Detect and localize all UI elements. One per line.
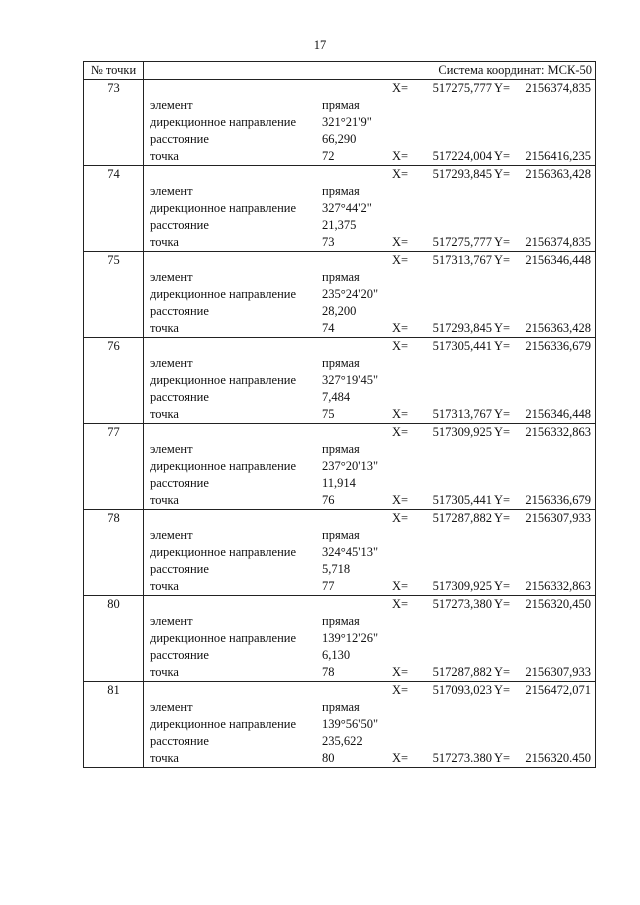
element-value: прямая: [322, 700, 360, 714]
y-label: Y=: [494, 321, 511, 335]
x-value: 517293,845: [432, 167, 492, 181]
x-value: 517273,380: [432, 597, 492, 611]
point-y-value: 2156374,835: [525, 235, 591, 249]
point-x-value: 517313,767: [432, 407, 492, 421]
x-label: X=: [392, 597, 409, 611]
distance-label: расстояние: [150, 562, 209, 576]
x-value: 517287,882: [432, 511, 492, 525]
point-ref-value: 76: [322, 493, 335, 507]
x-label: X=: [392, 665, 409, 679]
point-y-value: 2156363,428: [525, 321, 591, 335]
direction-value: 327°19'45": [322, 373, 379, 387]
y-value: 2156320,450: [525, 597, 591, 611]
point-block: [84, 510, 596, 596]
point-block: [84, 682, 596, 768]
point-label: точка: [150, 579, 179, 593]
y-label: Y=: [494, 167, 511, 181]
point-block: [84, 596, 596, 682]
element-label: элемент: [150, 614, 193, 628]
point-details: [144, 252, 596, 338]
distance-value: 235,622: [322, 734, 363, 748]
direction-label: дирекционное направление: [150, 717, 297, 731]
point-y-value: 2156346,448: [525, 407, 591, 421]
y-label: Y=: [494, 493, 511, 507]
direction-value: 321°21'9": [322, 115, 372, 129]
element-value: прямая: [322, 442, 360, 456]
direction-value: 324°45'13": [322, 545, 379, 559]
point-ref-value: 78: [322, 665, 335, 679]
point-block: [84, 166, 596, 252]
element-label: элемент: [150, 700, 193, 714]
distance-label: расстояние: [150, 390, 209, 404]
point-x-value: 517275,777: [432, 235, 492, 249]
direction-value: 237°20'13": [322, 459, 379, 473]
x-label: X=: [392, 81, 409, 95]
x-value: 517309,925: [432, 425, 492, 439]
point-number: 76: [84, 338, 144, 424]
point-y-value: 2156332,863: [525, 579, 591, 593]
x-label: X=: [392, 235, 409, 249]
point-x-value: 517305,441: [432, 493, 492, 507]
point-block: [84, 338, 596, 424]
point-number: 78: [84, 510, 144, 596]
x-value: 517313,767: [432, 253, 492, 267]
element-value: прямая: [322, 614, 360, 628]
point-details: [144, 510, 596, 596]
point-label: точка: [150, 493, 179, 507]
y-value: 2156374,835: [525, 81, 591, 95]
direction-label: дирекционное направление: [150, 287, 297, 301]
direction-label: дирекционное направление: [150, 373, 297, 387]
point-ref-value: 75: [322, 407, 335, 421]
x-label: X=: [392, 493, 409, 507]
element-label: элемент: [150, 442, 193, 456]
point-label: точка: [150, 149, 179, 163]
x-label: X=: [392, 579, 409, 593]
x-label: X=: [392, 407, 409, 421]
point-details: [144, 596, 596, 682]
element-label: элемент: [150, 98, 193, 112]
x-label: X=: [392, 511, 409, 525]
point-number: 73: [84, 80, 144, 166]
point-y-value: 2156307,933: [525, 665, 591, 679]
direction-label: дирекционное направление: [150, 545, 297, 559]
x-label: X=: [392, 167, 409, 181]
distance-label: расстояние: [150, 218, 209, 232]
y-label: Y=: [494, 665, 511, 679]
point-ref-value: 73: [322, 235, 335, 249]
direction-label: дирекционное направление: [150, 201, 297, 215]
y-label: Y=: [494, 235, 511, 249]
distance-value: 66,290: [322, 132, 357, 146]
distance-value: 28,200: [322, 304, 357, 318]
y-label: Y=: [494, 425, 511, 439]
point-y-value: 2156416,235: [525, 149, 591, 163]
direction-value: 327°44'2": [322, 201, 372, 215]
distance-value: 5,718: [322, 562, 351, 576]
y-value: 2156363,428: [525, 167, 591, 181]
point-number: 74: [84, 166, 144, 252]
point-label: точка: [150, 321, 179, 335]
point-block: [84, 252, 596, 338]
point-y-value: 2156336,679: [525, 493, 591, 507]
distance-value: 11,914: [322, 476, 356, 490]
element-label: элемент: [150, 184, 193, 198]
distance-label: расстояние: [150, 648, 209, 662]
y-label: Y=: [494, 253, 511, 267]
page-number: 17: [313, 38, 327, 52]
coordinate-system-header: Система координат: МСК-50: [144, 62, 596, 80]
x-label: X=: [392, 683, 409, 697]
y-value: 2156346,448: [525, 253, 591, 267]
distance-label: расстояние: [150, 476, 209, 490]
point-number: 75: [84, 252, 144, 338]
point-block: [84, 80, 596, 166]
y-label: Y=: [494, 407, 511, 421]
distance-value: 7,484: [322, 390, 351, 404]
y-label: Y=: [494, 339, 511, 353]
direction-value: 139°12'26": [322, 631, 379, 645]
point-x-value: 517273.380: [432, 751, 492, 765]
point-label: точка: [150, 235, 179, 249]
x-value: 517093,023: [432, 683, 492, 697]
y-value: 2156332,863: [525, 425, 591, 439]
y-value: 2156336,679: [525, 339, 591, 353]
point-details: [144, 338, 596, 424]
y-label: Y=: [494, 579, 511, 593]
point-details: [144, 682, 596, 768]
point-ref-value: 80: [322, 751, 335, 765]
point-ref-value: 74: [322, 321, 335, 335]
element-label: элемент: [150, 356, 193, 370]
point-x-value: 517224,004: [432, 149, 492, 163]
y-value: 2156472,071: [525, 683, 591, 697]
distance-label: расстояние: [150, 132, 209, 146]
y-label: Y=: [494, 597, 511, 611]
element-label: элемент: [150, 528, 193, 542]
x-label: X=: [392, 339, 409, 353]
element-value: прямая: [322, 528, 360, 542]
point-x-value: 517293,845: [432, 321, 492, 335]
x-value: 517305,441: [432, 339, 492, 353]
y-label: Y=: [494, 511, 511, 525]
direction-label: дирекционное направление: [150, 459, 297, 473]
point-x-value: 517309,925: [432, 579, 492, 593]
point-number-header: № точки: [84, 62, 144, 80]
point-ref-value: 77: [322, 579, 335, 593]
y-value: 2156307,933: [525, 511, 591, 525]
point-label: точка: [150, 665, 179, 679]
x-label: X=: [392, 149, 409, 163]
point-details: [144, 166, 596, 252]
direction-value: 139°56'50": [322, 717, 379, 731]
distance-label: расстояние: [150, 304, 209, 318]
point-number: 80: [84, 596, 144, 682]
point-details: [144, 424, 596, 510]
direction-label: дирекционное направление: [150, 631, 297, 645]
x-label: X=: [392, 253, 409, 267]
point-label: точка: [150, 407, 179, 421]
direction-label: дирекционное направление: [150, 115, 297, 129]
x-label: X=: [392, 321, 409, 335]
x-value: 517275,777: [432, 81, 492, 95]
point-number: 81: [84, 682, 144, 768]
point-ref-value: 72: [322, 149, 335, 163]
element-value: прямая: [322, 184, 360, 198]
y-label: Y=: [494, 149, 511, 163]
element-value: прямая: [322, 270, 360, 284]
element-value: прямая: [322, 98, 360, 112]
point-label: точка: [150, 751, 179, 765]
distance-label: расстояние: [150, 734, 209, 748]
point-number: 77: [84, 424, 144, 510]
distance-value: 6,130: [322, 648, 351, 662]
x-label: X=: [392, 425, 409, 439]
y-label: Y=: [494, 751, 511, 765]
point-x-value: 517287,882: [432, 665, 492, 679]
y-label: Y=: [494, 683, 511, 697]
point-y-value: 2156320.450: [525, 751, 591, 765]
y-label: Y=: [494, 81, 511, 95]
coordinates-table: [83, 61, 596, 768]
element-label: элемент: [150, 270, 193, 284]
table-header-row: [84, 62, 596, 80]
distance-value: 21,375: [322, 218, 357, 232]
element-value: прямая: [322, 356, 360, 370]
direction-value: 235°24'20": [322, 287, 379, 301]
point-block: [84, 424, 596, 510]
point-details: [144, 80, 596, 166]
x-label: X=: [392, 751, 409, 765]
